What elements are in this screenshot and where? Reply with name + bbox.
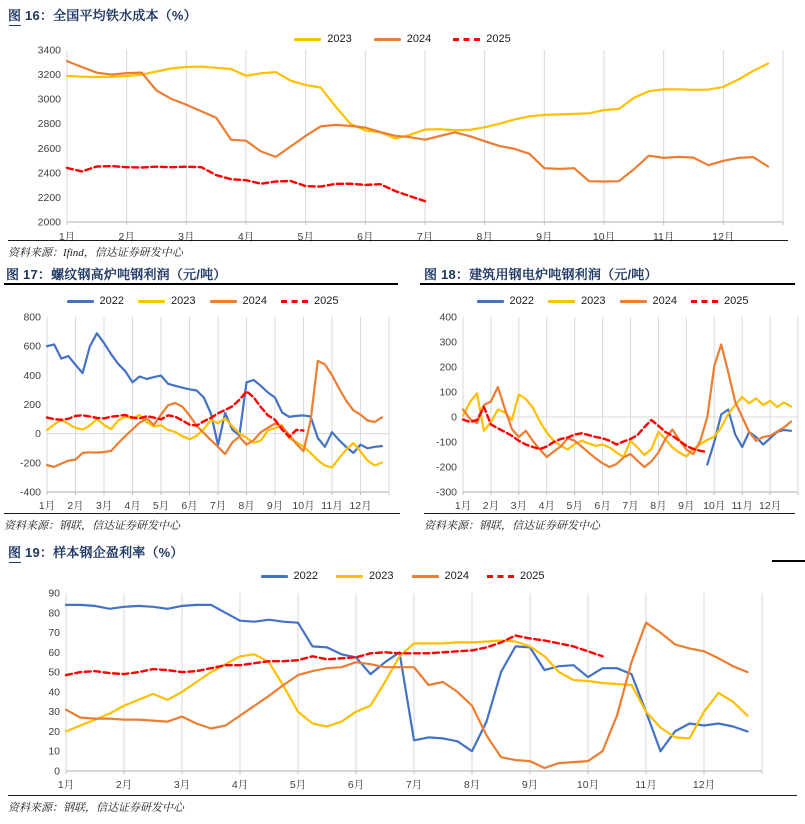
svg-text:10月: 10月 — [592, 231, 616, 243]
source-text: 资料来源：钢联，信达证券研发中心 — [4, 520, 180, 532]
svg-text:4月: 4月 — [124, 500, 141, 512]
svg-text:6月: 6月 — [181, 500, 198, 512]
line-swatch — [261, 575, 288, 578]
svg-text:4月: 4月 — [231, 779, 249, 791]
figure-16-source — [8, 240, 788, 260]
legend-label: 2023 — [327, 33, 352, 45]
source-text: 资料来源：钢联，信达证券研发中心 — [8, 802, 184, 814]
svg-text:3000: 3000 — [37, 93, 61, 106]
svg-text:-100: -100 — [435, 436, 457, 449]
svg-text:3200: 3200 — [37, 69, 61, 82]
svg-text:50: 50 — [48, 666, 60, 679]
legend-label: 2023 — [369, 570, 394, 582]
svg-text:1月: 1月 — [38, 500, 56, 512]
svg-text:2月: 2月 — [115, 779, 133, 791]
svg-text:1月: 1月 — [58, 231, 76, 243]
figure-17-caption: 图 17：螺纹钢高炉吨钢利润（元/吨） — [6, 264, 226, 283]
svg-text:12月: 12月 — [349, 500, 372, 512]
legend-label: 2024 — [444, 570, 469, 582]
svg-text:3月: 3月 — [95, 500, 113, 512]
svg-text:4月: 4月 — [237, 231, 255, 243]
svg-text:11月: 11月 — [321, 500, 343, 512]
legend-label: 2022 — [509, 295, 535, 307]
svg-text:800: 800 — [23, 311, 41, 324]
line-swatch — [548, 300, 575, 303]
line-swatch — [336, 575, 363, 578]
line-swatch — [67, 300, 94, 303]
svg-text:0: 0 — [35, 428, 41, 441]
svg-text:1月: 1月 — [454, 500, 472, 512]
line-swatch — [138, 300, 165, 303]
svg-text:12月: 12月 — [692, 779, 716, 791]
dashed-line-swatch — [281, 300, 308, 303]
legend-item-2023 — [548, 295, 605, 307]
svg-text:7月: 7月 — [622, 500, 639, 512]
legend-label: 2025 — [313, 295, 339, 307]
svg-text:5月: 5月 — [566, 500, 583, 512]
svg-text:6月: 6月 — [594, 500, 611, 512]
svg-text:8月: 8月 — [476, 231, 493, 243]
svg-text:8月: 8月 — [238, 500, 255, 512]
svg-text:2400: 2400 — [37, 167, 61, 180]
svg-text:20: 20 — [48, 725, 60, 738]
line-swatch — [477, 300, 504, 303]
svg-text:3400: 3400 — [37, 44, 61, 57]
figure-18-title-rule — [420, 283, 795, 285]
svg-text:90: 90 — [48, 587, 60, 600]
legend-item-2024 — [210, 295, 267, 307]
legend-item-2025 — [691, 295, 748, 307]
svg-text:400: 400 — [23, 369, 41, 382]
svg-text:2600: 2600 — [37, 142, 61, 155]
svg-text:12月: 12月 — [712, 231, 735, 243]
svg-text:2月: 2月 — [118, 231, 135, 243]
legend-item-2024 — [412, 570, 469, 582]
svg-text:7月: 7月 — [405, 779, 423, 791]
svg-text:5月: 5月 — [152, 500, 170, 512]
svg-text:70: 70 — [48, 627, 60, 640]
figure-19-legend — [0, 570, 805, 582]
legend-item-2024 — [620, 295, 677, 307]
dashed-line-swatch — [453, 38, 480, 41]
dashed-line-swatch — [691, 300, 718, 303]
svg-text:0: 0 — [54, 765, 60, 778]
svg-text:30: 30 — [48, 706, 60, 719]
svg-text:0: 0 — [451, 411, 457, 424]
svg-text:3月: 3月 — [510, 500, 528, 512]
svg-text:2月: 2月 — [482, 500, 500, 512]
figure-19-caption: 图 19：样本钢企盈利率（%） — [8, 542, 184, 561]
svg-text:600: 600 — [23, 340, 41, 353]
line-swatch — [374, 38, 401, 41]
svg-text:300: 300 — [439, 336, 457, 349]
svg-text:6月: 6月 — [347, 779, 365, 791]
svg-text:6月: 6月 — [357, 231, 374, 243]
svg-text:10月: 10月 — [292, 500, 315, 512]
figure-19-line-chart — [0, 584, 805, 792]
legend-item-2023 — [336, 570, 393, 582]
svg-text:5月: 5月 — [297, 231, 314, 243]
svg-text:200: 200 — [439, 361, 457, 374]
svg-text:10月: 10月 — [703, 500, 726, 512]
svg-text:2000: 2000 — [37, 216, 61, 229]
svg-text:2月: 2月 — [67, 500, 84, 512]
svg-text:2800: 2800 — [37, 118, 61, 131]
svg-text:8月: 8月 — [650, 500, 667, 512]
figure-19-title-rule-stub — [772, 560, 805, 562]
legend-label: 2024 — [406, 33, 432, 45]
figure-17-legend — [0, 295, 405, 307]
line-swatch — [294, 38, 321, 41]
figure-18-caption: 图 18：建筑用钢电炉吨钢利润（元/吨） — [424, 264, 658, 283]
svg-text:-300: -300 — [435, 486, 457, 499]
svg-text:9月: 9月 — [678, 500, 695, 512]
svg-text:11月: 11月 — [731, 500, 753, 512]
svg-text:-200: -200 — [435, 461, 457, 474]
legend-item-2025 — [281, 295, 338, 307]
legend-item-2022 — [261, 570, 318, 582]
svg-text:9月: 9月 — [521, 779, 539, 791]
svg-text:400: 400 — [439, 311, 457, 324]
figure-17-source — [4, 513, 400, 533]
figure-18-legend — [420, 295, 805, 307]
svg-text:4月: 4月 — [538, 500, 555, 512]
line-swatch — [620, 300, 647, 303]
svg-text:12月: 12月 — [758, 500, 782, 512]
legend-label: 2022 — [99, 295, 125, 307]
svg-text:60: 60 — [48, 646, 60, 659]
svg-text:9月: 9月 — [536, 231, 553, 243]
legend-item-2025 — [487, 570, 544, 582]
svg-text:5月: 5月 — [289, 779, 307, 791]
figure-18-line-chart — [410, 308, 805, 514]
figure-16-caption: 图 16：全国平均铁水成本（%） — [8, 5, 197, 24]
line-swatch — [210, 300, 237, 303]
svg-text:3月: 3月 — [173, 779, 191, 791]
figure-19-source — [8, 795, 797, 815]
svg-text:2200: 2200 — [37, 191, 61, 204]
svg-text:10: 10 — [48, 745, 60, 758]
svg-text:3月: 3月 — [178, 231, 195, 243]
legend-label: 2025 — [486, 33, 511, 45]
legend-label: 2024 — [652, 295, 677, 307]
legend-item-2023 — [138, 295, 195, 307]
svg-text:-400: -400 — [19, 486, 41, 499]
svg-text:100: 100 — [439, 386, 457, 399]
svg-text:7月: 7月 — [416, 231, 434, 243]
svg-text:11月: 11月 — [635, 779, 657, 791]
svg-text:200: 200 — [23, 399, 41, 411]
legend-label: 2025 — [519, 570, 545, 582]
figure-17-title-rule — [4, 283, 398, 285]
svg-text:40: 40 — [48, 686, 60, 699]
legend-label: 2023 — [171, 295, 196, 307]
legend-label: 2022 — [293, 570, 319, 582]
legend-item-2022 — [67, 295, 124, 307]
legend-item-2022 — [477, 295, 534, 307]
source-text: 资料来源：Ifind，信达证券研发中心 — [8, 247, 183, 259]
dashed-line-swatch — [487, 575, 514, 578]
svg-text:8月: 8月 — [463, 779, 481, 791]
legend-label: 2023 — [581, 295, 606, 307]
svg-text:-200: -200 — [19, 457, 41, 470]
line-swatch — [412, 575, 439, 578]
svg-text:1月: 1月 — [57, 779, 75, 791]
svg-text:11月: 11月 — [652, 231, 675, 243]
source-text: 资料来源：钢联，信达证券研发中心 — [424, 520, 600, 532]
svg-text:80: 80 — [48, 607, 60, 620]
figure-18-source — [424, 513, 795, 533]
legend-label: 2024 — [242, 295, 267, 307]
figure-17-line-chart — [0, 308, 410, 514]
svg-text:7月: 7月 — [209, 500, 227, 512]
svg-text:9月: 9月 — [266, 500, 284, 512]
legend-label: 2025 — [723, 295, 749, 307]
svg-text:10月: 10月 — [576, 779, 600, 791]
figure-16-line-chart — [0, 44, 805, 250]
